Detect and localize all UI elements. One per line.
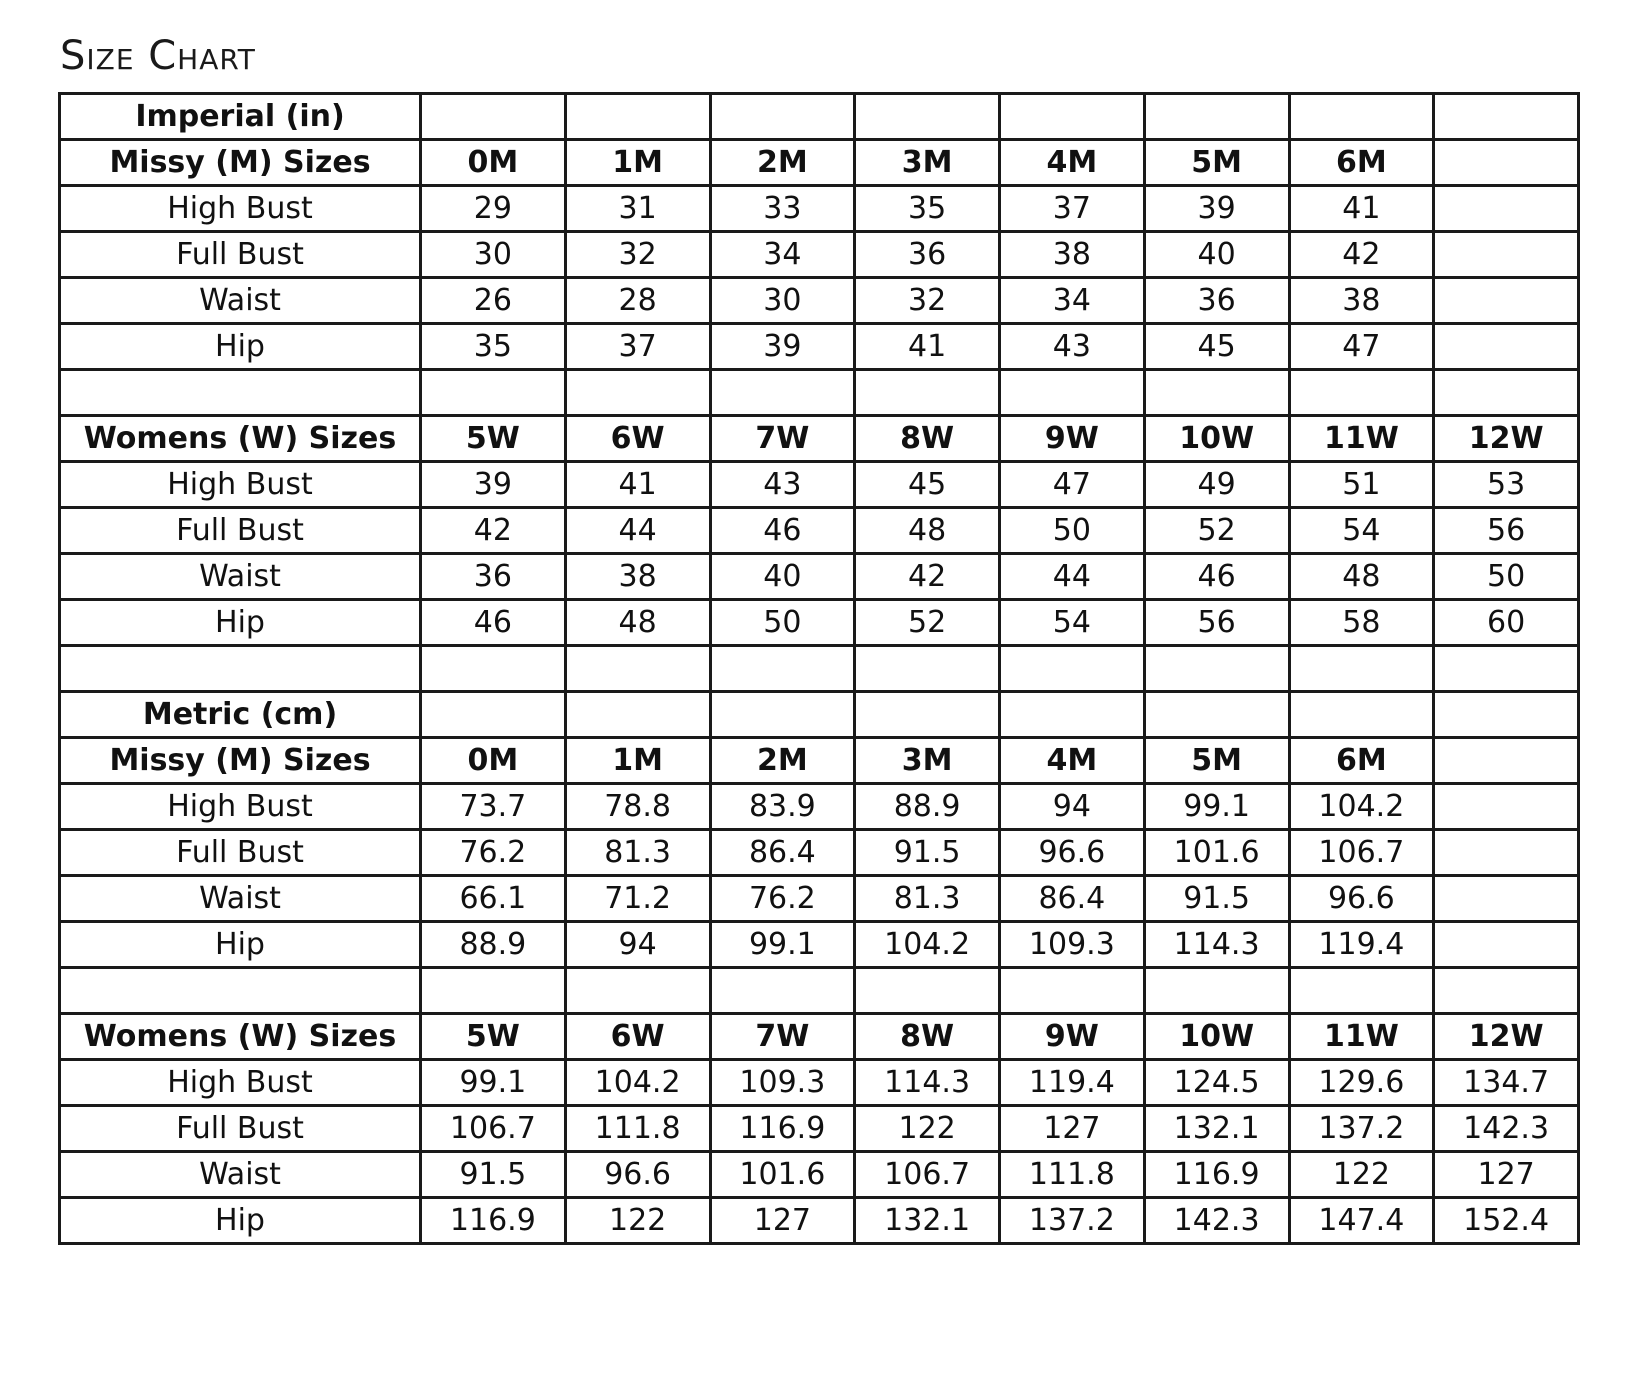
measurement-value: 96.6 — [1000, 830, 1145, 876]
measurement-value: 88.9 — [421, 922, 566, 968]
measurement-label: High Bust — [60, 784, 421, 830]
measurement-value: 43 — [710, 462, 855, 508]
measurement-value: 39 — [421, 462, 566, 508]
measurement-value: 50 — [710, 600, 855, 646]
measurement-value: 26 — [421, 278, 566, 324]
measurement-value: 36 — [421, 554, 566, 600]
measurement-value: 33 — [710, 186, 855, 232]
measurement-value: 39 — [1144, 186, 1289, 232]
measurement-value: 45 — [1144, 324, 1289, 370]
measurement-value: 41 — [855, 324, 1000, 370]
size-group-header: Missy (M) Sizes — [60, 140, 421, 186]
measurement-value: 54 — [1000, 600, 1145, 646]
measurement-value: 122 — [565, 1198, 710, 1244]
size-label: 6W — [565, 1014, 710, 1060]
measurement-value: 32 — [565, 232, 710, 278]
size-label: 3M — [855, 140, 1000, 186]
measurement-label: Full Bust — [60, 830, 421, 876]
empty-cell — [1000, 370, 1145, 416]
measurement-value — [1434, 324, 1579, 370]
measurement-value: 42 — [1289, 232, 1434, 278]
empty-cell — [421, 94, 566, 140]
measurement-value: 127 — [710, 1198, 855, 1244]
measurement-value: 42 — [855, 554, 1000, 600]
measurement-value: 96.6 — [1289, 876, 1434, 922]
measurement-value: 86.4 — [710, 830, 855, 876]
measurement-value — [1434, 278, 1579, 324]
empty-cell — [1289, 968, 1434, 1014]
measurement-value: 122 — [855, 1106, 1000, 1152]
size-label: 4M — [1000, 738, 1145, 784]
measurement-value: 52 — [1144, 508, 1289, 554]
measurement-label: Hip — [60, 600, 421, 646]
size-label: 0M — [421, 140, 566, 186]
table-row — [60, 1198, 1579, 1244]
measurement-value: 147.4 — [1289, 1198, 1434, 1244]
size-label: 7W — [710, 1014, 855, 1060]
empty-cell — [1000, 692, 1145, 738]
measurement-value — [1434, 922, 1579, 968]
empty-cell — [1144, 646, 1289, 692]
size-label: 5W — [421, 416, 566, 462]
measurement-value: 96.6 — [565, 1152, 710, 1198]
measurement-value: 54 — [1289, 508, 1434, 554]
size-header-row — [60, 1014, 1579, 1060]
measurement-value: 101.6 — [1144, 830, 1289, 876]
measurement-value: 109.3 — [710, 1060, 855, 1106]
measurement-value: 99.1 — [421, 1060, 566, 1106]
measurement-value: 134.7 — [1434, 1060, 1579, 1106]
measurement-value: 91.5 — [421, 1152, 566, 1198]
size-label: 8W — [855, 1014, 1000, 1060]
measurement-value: 56 — [1434, 508, 1579, 554]
empty-cell — [1434, 94, 1579, 140]
table-row — [60, 830, 1579, 876]
empty-cell — [710, 692, 855, 738]
measurement-value: 28 — [565, 278, 710, 324]
measurement-label: Full Bust — [60, 232, 421, 278]
measurement-label: Waist — [60, 876, 421, 922]
size-group-header: Womens (W) Sizes — [60, 416, 421, 462]
measurement-label: Full Bust — [60, 1106, 421, 1152]
measurement-value: 40 — [710, 554, 855, 600]
measurement-value: 73.7 — [421, 784, 566, 830]
measurement-value: 52 — [855, 600, 1000, 646]
measurement-value: 86.4 — [1000, 876, 1145, 922]
measurement-value: 116.9 — [421, 1198, 566, 1244]
section-unit-row — [60, 692, 1579, 738]
measurement-label: High Bust — [60, 1060, 421, 1106]
empty-cell — [855, 646, 1000, 692]
empty-cell — [1434, 646, 1579, 692]
measurement-value: 48 — [565, 600, 710, 646]
size-label: 6M — [1289, 140, 1434, 186]
size-label: 5M — [1144, 738, 1289, 784]
measurement-value: 53 — [1434, 462, 1579, 508]
measurement-value: 44 — [565, 508, 710, 554]
table-row — [60, 324, 1579, 370]
measurement-label: Waist — [60, 554, 421, 600]
measurement-value: 48 — [855, 508, 1000, 554]
measurement-value: 122 — [1289, 1152, 1434, 1198]
page-title: Size Chart — [60, 33, 256, 79]
empty-cell — [421, 968, 566, 1014]
measurement-label: Waist — [60, 278, 421, 324]
empty-cell — [1144, 370, 1289, 416]
measurement-value: 114.3 — [1144, 922, 1289, 968]
measurement-value: 116.9 — [710, 1106, 855, 1152]
measurement-value: 109.3 — [1000, 922, 1145, 968]
measurement-label: Hip — [60, 324, 421, 370]
table-row — [60, 554, 1579, 600]
size-label: 1M — [565, 738, 710, 784]
table-row — [60, 508, 1579, 554]
measurement-value: 137.2 — [1289, 1106, 1434, 1152]
size-chart-table — [58, 92, 1580, 1245]
empty-cell — [565, 94, 710, 140]
measurement-value: 106.7 — [1289, 830, 1434, 876]
table-row — [60, 1060, 1579, 1106]
empty-cell — [855, 370, 1000, 416]
empty-cell — [710, 370, 855, 416]
size-label: 9W — [1000, 416, 1145, 462]
table-row — [60, 1106, 1579, 1152]
empty-cell — [1144, 692, 1289, 738]
measurement-value: 36 — [855, 232, 1000, 278]
measurement-value: 41 — [1289, 186, 1434, 232]
empty-cell — [565, 968, 710, 1014]
measurement-value: 132.1 — [855, 1198, 1000, 1244]
size-label: 4M — [1000, 140, 1145, 186]
empty-cell — [1434, 692, 1579, 738]
measurement-value: 106.7 — [421, 1106, 566, 1152]
table-row — [60, 600, 1579, 646]
measurement-value: 42 — [421, 508, 566, 554]
size-label: 3M — [855, 738, 1000, 784]
table-row — [60, 186, 1579, 232]
measurement-value: 35 — [855, 186, 1000, 232]
empty-cell — [1289, 646, 1434, 692]
measurement-value: 94 — [1000, 784, 1145, 830]
size-label: 5W — [421, 1014, 566, 1060]
empty-cell — [60, 968, 421, 1014]
size-label — [1434, 738, 1579, 784]
empty-cell — [565, 646, 710, 692]
empty-cell — [1289, 370, 1434, 416]
measurement-value: 60 — [1434, 600, 1579, 646]
empty-cell — [565, 692, 710, 738]
empty-cell — [1144, 94, 1289, 140]
size-label: 5M — [1144, 140, 1289, 186]
empty-cell — [710, 94, 855, 140]
measurement-value: 56 — [1144, 600, 1289, 646]
measurement-value: 104.2 — [1289, 784, 1434, 830]
size-label: 2M — [710, 140, 855, 186]
measurement-value: 58 — [1289, 600, 1434, 646]
size-header-row — [60, 140, 1579, 186]
empty-cell — [421, 370, 566, 416]
measurement-label: Waist — [60, 1152, 421, 1198]
measurement-value: 34 — [710, 232, 855, 278]
measurement-value: 44 — [1000, 554, 1145, 600]
empty-cell — [855, 968, 1000, 1014]
empty-cell — [1289, 94, 1434, 140]
measurement-value: 38 — [1000, 232, 1145, 278]
empty-cell — [421, 692, 566, 738]
empty-cell — [1000, 94, 1145, 140]
measurement-value: 46 — [421, 600, 566, 646]
empty-cell — [1144, 968, 1289, 1014]
measurement-value: 46 — [710, 508, 855, 554]
measurement-value: 38 — [1289, 278, 1434, 324]
measurement-value: 111.8 — [565, 1106, 710, 1152]
measurement-value: 116.9 — [1144, 1152, 1289, 1198]
measurement-value: 142.3 — [1144, 1198, 1289, 1244]
measurement-value: 104.2 — [565, 1060, 710, 1106]
measurement-value: 104.2 — [855, 922, 1000, 968]
measurement-label: Full Bust — [60, 508, 421, 554]
empty-cell — [565, 370, 710, 416]
measurement-value: 48 — [1289, 554, 1434, 600]
measurement-value: 106.7 — [855, 1152, 1000, 1198]
measurement-value: 78.8 — [565, 784, 710, 830]
table-row — [60, 922, 1579, 968]
empty-cell — [1434, 968, 1579, 1014]
measurement-value: 41 — [565, 462, 710, 508]
size-label: 10W — [1144, 416, 1289, 462]
measurement-value: 34 — [1000, 278, 1145, 324]
size-label: 8W — [855, 416, 1000, 462]
measurement-value — [1434, 784, 1579, 830]
empty-cell — [1289, 692, 1434, 738]
size-label: 12W — [1434, 416, 1579, 462]
spacer-row — [60, 968, 1579, 1014]
empty-cell — [60, 646, 421, 692]
measurement-value — [1434, 876, 1579, 922]
measurement-value: 35 — [421, 324, 566, 370]
measurement-value: 81.3 — [565, 830, 710, 876]
measurement-value: 32 — [855, 278, 1000, 324]
size-label: 11W — [1289, 416, 1434, 462]
table-row — [60, 876, 1579, 922]
measurement-value: 119.4 — [1289, 922, 1434, 968]
measurement-value: 49 — [1144, 462, 1289, 508]
measurement-value: 66.1 — [421, 876, 566, 922]
spacer-row — [60, 646, 1579, 692]
table-row — [60, 462, 1579, 508]
size-label: 0M — [421, 738, 566, 784]
measurement-label: High Bust — [60, 462, 421, 508]
measurement-value: 47 — [1000, 462, 1145, 508]
table-row — [60, 784, 1579, 830]
measurement-value: 45 — [855, 462, 1000, 508]
table-row — [60, 232, 1579, 278]
measurement-value: 132.1 — [1144, 1106, 1289, 1152]
measurement-value: 137.2 — [1000, 1198, 1145, 1244]
measurement-value: 127 — [1000, 1106, 1145, 1152]
measurement-value: 124.5 — [1144, 1060, 1289, 1106]
measurement-value: 83.9 — [710, 784, 855, 830]
measurement-value: 50 — [1000, 508, 1145, 554]
measurement-value: 142.3 — [1434, 1106, 1579, 1152]
measurement-value: 129.6 — [1289, 1060, 1434, 1106]
measurement-value: 111.8 — [1000, 1152, 1145, 1198]
measurement-value: 91.5 — [1144, 876, 1289, 922]
measurement-value: 119.4 — [1000, 1060, 1145, 1106]
empty-cell — [710, 646, 855, 692]
measurement-value: 94 — [565, 922, 710, 968]
size-label: 7W — [710, 416, 855, 462]
measurement-value: 37 — [1000, 186, 1145, 232]
measurement-value: 127 — [1434, 1152, 1579, 1198]
measurement-value: 39 — [710, 324, 855, 370]
size-label — [1434, 140, 1579, 186]
size-label: 12W — [1434, 1014, 1579, 1060]
empty-cell — [1000, 646, 1145, 692]
measurement-value: 99.1 — [710, 922, 855, 968]
size-label: 6M — [1289, 738, 1434, 784]
measurement-value: 152.4 — [1434, 1198, 1579, 1244]
measurement-value: 88.9 — [855, 784, 1000, 830]
empty-cell — [855, 94, 1000, 140]
measurement-value: 76.2 — [710, 876, 855, 922]
empty-cell — [60, 370, 421, 416]
measurement-label: High Bust — [60, 186, 421, 232]
empty-cell — [710, 968, 855, 1014]
size-header-row — [60, 738, 1579, 784]
measurement-value: 46 — [1144, 554, 1289, 600]
measurement-value: 43 — [1000, 324, 1145, 370]
measurement-value: 114.3 — [855, 1060, 1000, 1106]
size-label: 9W — [1000, 1014, 1145, 1060]
measurement-value: 76.2 — [421, 830, 566, 876]
measurement-value: 51 — [1289, 462, 1434, 508]
empty-cell — [1000, 968, 1145, 1014]
measurement-value: 30 — [710, 278, 855, 324]
measurement-value: 40 — [1144, 232, 1289, 278]
measurement-value: 38 — [565, 554, 710, 600]
measurement-label: Hip — [60, 922, 421, 968]
spacer-row — [60, 370, 1579, 416]
size-label: 11W — [1289, 1014, 1434, 1060]
size-label: 2M — [710, 738, 855, 784]
table-row — [60, 1152, 1579, 1198]
size-label: 10W — [1144, 1014, 1289, 1060]
measurement-value: 50 — [1434, 554, 1579, 600]
measurement-value: 71.2 — [565, 876, 710, 922]
size-chart-body — [60, 94, 1579, 1244]
measurement-value: 31 — [565, 186, 710, 232]
empty-cell — [421, 646, 566, 692]
size-label: 6W — [565, 416, 710, 462]
measurement-value — [1434, 232, 1579, 278]
size-group-header: Missy (M) Sizes — [60, 738, 421, 784]
measurement-value — [1434, 830, 1579, 876]
measurement-value: 91.5 — [855, 830, 1000, 876]
table-row — [60, 278, 1579, 324]
measurement-value: 47 — [1289, 324, 1434, 370]
measurement-value: 30 — [421, 232, 566, 278]
size-group-header: Womens (W) Sizes — [60, 1014, 421, 1060]
measurement-label: Hip — [60, 1198, 421, 1244]
empty-cell — [855, 692, 1000, 738]
section-unit-row — [60, 94, 1579, 140]
measurement-value: 101.6 — [710, 1152, 855, 1198]
measurement-value: 81.3 — [855, 876, 1000, 922]
measurement-value: 29 — [421, 186, 566, 232]
section-unit-label: Metric (cm) — [60, 692, 421, 738]
measurement-value: 36 — [1144, 278, 1289, 324]
size-header-row — [60, 416, 1579, 462]
empty-cell — [1434, 370, 1579, 416]
measurement-value: 37 — [565, 324, 710, 370]
measurement-value — [1434, 186, 1579, 232]
size-label: 1M — [565, 140, 710, 186]
measurement-value: 99.1 — [1144, 784, 1289, 830]
section-unit-label: Imperial (in) — [60, 94, 421, 140]
